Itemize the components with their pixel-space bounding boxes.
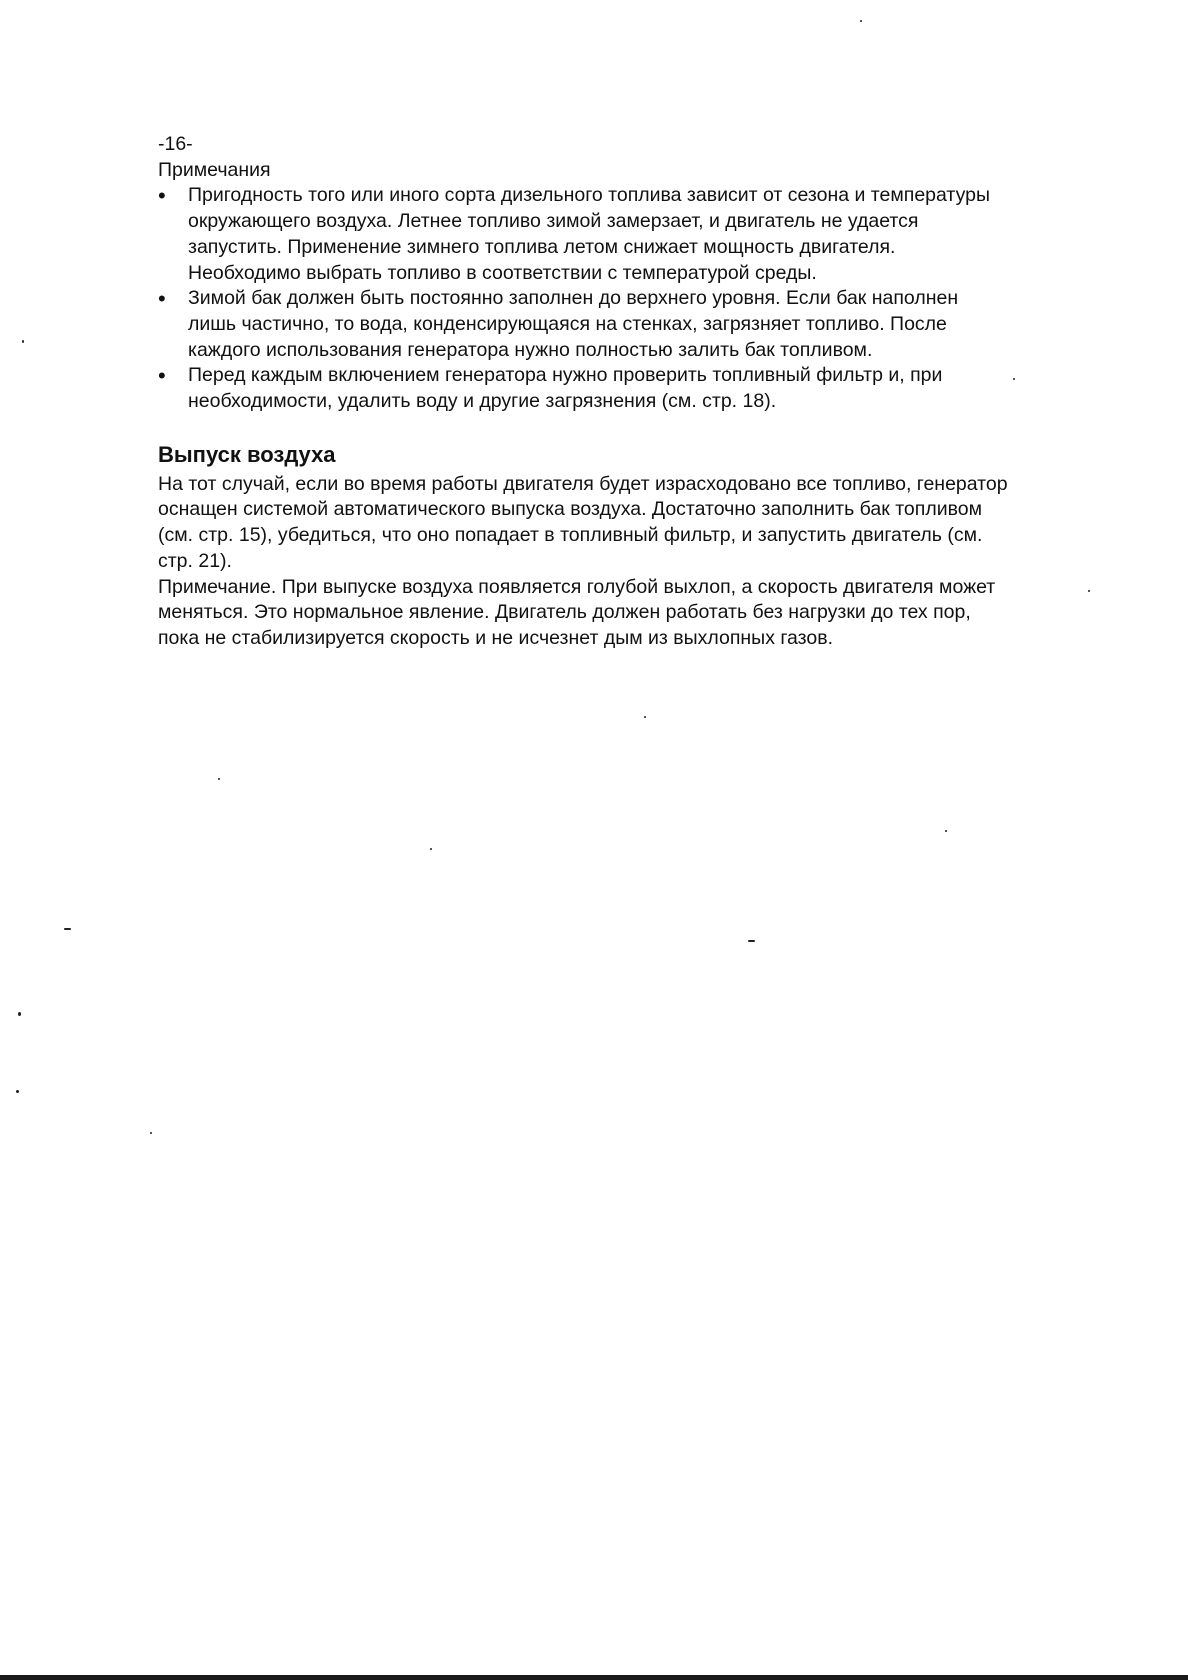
note-item: • Пригодность того или иного сорта дизельного топлива зависит от сезона и температуры окружающего воздуха. Летнее топливо зимой замерзает, и двигатель не удается запустить. Применение зимнего топлива летом снижает мощность двигателя. Необходимо выбрать топливо в соответствии с температурой среды. (158, 183, 1008, 286)
scan-speck (430, 848, 432, 850)
scan-speck (18, 1012, 21, 1016)
air-bleed-paragraph: На тот случай, если во время работы двигателя будет израсходовано все топливо, генератор оснащен системой автоматического выпуска воздуха. Достаточно заполнить бак топливом (см. стр. 15), убедиться, что оно попадает в топливный фильтр, и запустить двигатель (см. стр. 21). (158, 472, 1008, 572)
air-bleed-note: Примечание. При выпуске воздуха появляется голубой выхлоп, а скорость двигателя может меняться. Это нормальное явление. Двигатель должен работать без нагрузки до тех пор, пока не стабилизируется скорость и не исчезнет дым из выхлопных газов. (158, 575, 996, 649)
scan-speck (22, 340, 24, 343)
notes-list (158, 183, 1008, 414)
scan-speck (644, 716, 646, 718)
note-item: • Перед каждым включением генератора нужно проверить топливный фильтр и, при необходимости, удалить воду и другие загрязнения (см. стр. 18). (158, 363, 1008, 414)
scan-speck (64, 928, 71, 930)
scan-speck (748, 940, 755, 942)
page-content (158, 132, 1008, 652)
note-item: • Зимой бак должен быть постоянно заполнен до верхнего уровня. Если бак наполнен лишь частично, то вода, конденсирующаяся на стенках, загрязняет топливо. После каждого использования генератора нужно полностью залить бак топливом. (158, 286, 1008, 363)
scan-speck (16, 1090, 19, 1093)
scan-speck (218, 778, 220, 780)
scan-speck (860, 20, 862, 22)
bottom-scan-edge (0, 1675, 1188, 1680)
section-title-air-bleed: Выпуск воздуха (158, 441, 336, 467)
notes-title: Примечания (158, 158, 271, 181)
scan-speck (945, 830, 947, 832)
scan-speck (1088, 590, 1090, 592)
page-number: -16- (158, 133, 193, 155)
scan-speck (150, 1132, 152, 1134)
scan-speck (1013, 378, 1015, 380)
